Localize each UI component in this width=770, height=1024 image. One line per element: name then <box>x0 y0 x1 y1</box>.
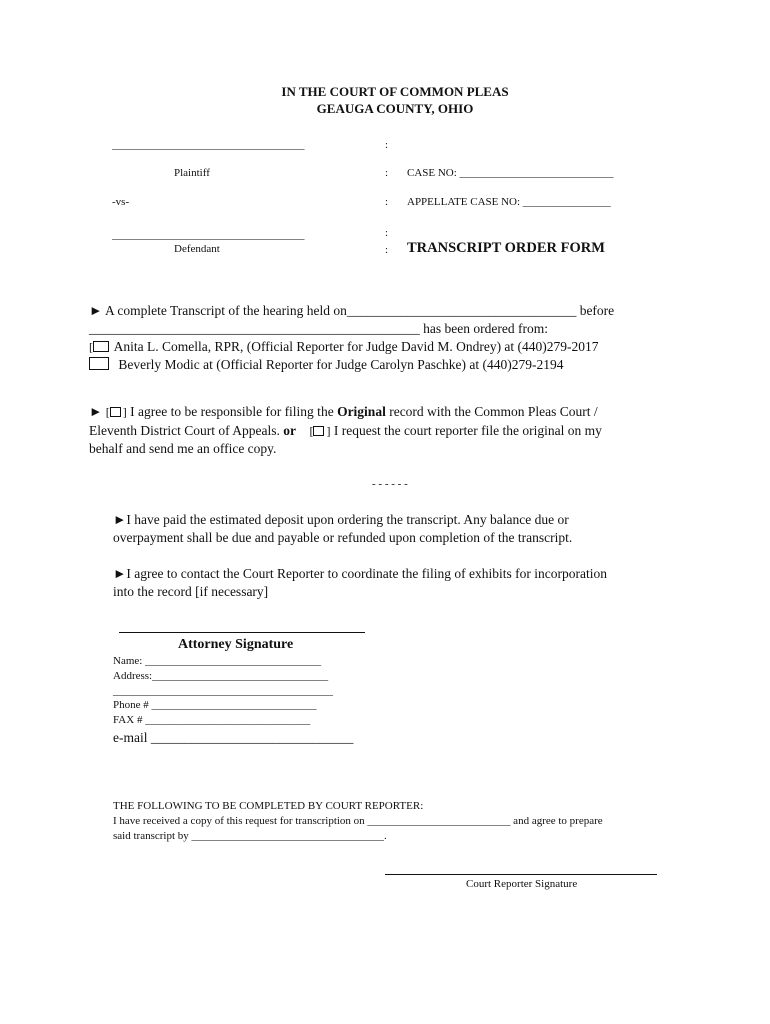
exhibits-line-2: into the record [if necessary] <box>113 584 269 599</box>
court-title: IN THE COURT OF COMMON PLEAS <box>281 84 509 99</box>
attorney-signature-line[interactable] <box>119 632 365 633</box>
caption-colon: : <box>385 196 389 208</box>
reporter-signature-label: Court Reporter Signature <box>466 878 578 890</box>
attorney-phone-field[interactable]: Phone # ______________________________ <box>113 699 317 711</box>
checkbox-request-reporter[interactable]: [ ] <box>309 424 331 438</box>
attorney-address-line-2[interactable]: ________________________________________ <box>113 685 333 697</box>
checkbox-comella[interactable]: [ <box>89 340 111 354</box>
request-text: I request the court reporter file the original on my <box>333 423 602 438</box>
reporter-comella-label: Anita L. Comella, RPR, (Official Reporter for Judge David M. Ondrey) at (440)279-2017 <box>113 339 599 354</box>
arrow-icon: ► <box>89 404 103 419</box>
attorney-address-field[interactable]: Address:________________________________ <box>113 670 329 682</box>
attorney-signature-label: Attorney Signature <box>178 637 294 652</box>
or-label: or <box>283 423 296 438</box>
attorney-name-field[interactable]: Name: ________________________________ <box>113 655 322 667</box>
divider: - - - - - - <box>372 478 408 490</box>
reporter-signature-line[interactable] <box>385 874 657 875</box>
appellate-case-number-field[interactable]: APPELLATE CASE NO: ________________ <box>407 196 611 208</box>
county-title: GEAUGA COUNTY, OHIO <box>316 101 474 116</box>
plaintiff-name-field[interactable]: ___________________________________ <box>112 139 305 151</box>
deposit-line-2: overpayment shall be due and payable or refunded upon completion of the transcript. <box>113 530 573 545</box>
attorney-email-field[interactable]: e-mail ______________________________ <box>113 730 354 745</box>
reporter-modic-label: Beverly Modic at (Official Reporter for Judge Carolyn Paschke) at (440)279-2194 <box>118 357 564 372</box>
agree-text-2: record with the Common Pleas Court / <box>389 404 598 419</box>
exhibits-line-1: ►I agree to contact the Court Reporter to coordinate the filing of exhibits for incorporation <box>113 566 607 581</box>
agree-original-line <box>89 404 598 420</box>
reporter-option-modic[interactable] <box>89 357 564 373</box>
caption-colon: : <box>385 167 389 179</box>
agree-text: I agree to be responsible for filing the <box>130 404 334 419</box>
checkbox-agree-original[interactable]: [ ] <box>105 405 127 419</box>
defendant-label: Defendant <box>174 243 220 255</box>
form-title: TRANSCRIPT ORDER FORM <box>407 240 605 256</box>
office-copy-line: behalf and send me an office copy. <box>89 441 277 456</box>
reporter-option-comella[interactable] <box>89 339 599 355</box>
reporter-section-heading: THE FOLLOWING TO BE COMPLETED BY COURT REPORTER: <box>113 800 424 812</box>
versus-label: -vs- <box>112 196 130 208</box>
caption-colon: : <box>385 244 389 256</box>
request-reporter-line <box>89 423 602 439</box>
defendant-name-field[interactable]: ___________________________________ <box>112 229 305 241</box>
received-date-line[interactable]: I have received a copy of this request for transcription on __________________________ and agree to prepare <box>113 815 603 827</box>
deposit-line-1: ►I have paid the estimated deposit upon ordering the transcript. Any balance due or <box>113 512 569 527</box>
original-emphasis: Original <box>337 404 386 419</box>
judge-line[interactable]: _________________________________________________ has been ordered from: <box>89 321 548 336</box>
appeals-court-text: Eleventh District Court of Appeals. <box>89 423 280 438</box>
checkbox-modic[interactable] <box>89 357 109 370</box>
transcript-due-line[interactable]: said transcript by ___________________________________. <box>113 830 387 842</box>
hearing-date-line[interactable]: ► A complete Transcript of the hearing held on__________________________________ before <box>89 303 615 318</box>
attorney-fax-field[interactable]: FAX # ______________________________ <box>113 714 311 726</box>
caption-colon: : <box>385 227 389 239</box>
caption-colon: : <box>385 139 389 151</box>
plaintiff-label: Plaintiff <box>174 167 210 179</box>
case-number-field[interactable]: CASE NO: ____________________________ <box>407 167 614 179</box>
